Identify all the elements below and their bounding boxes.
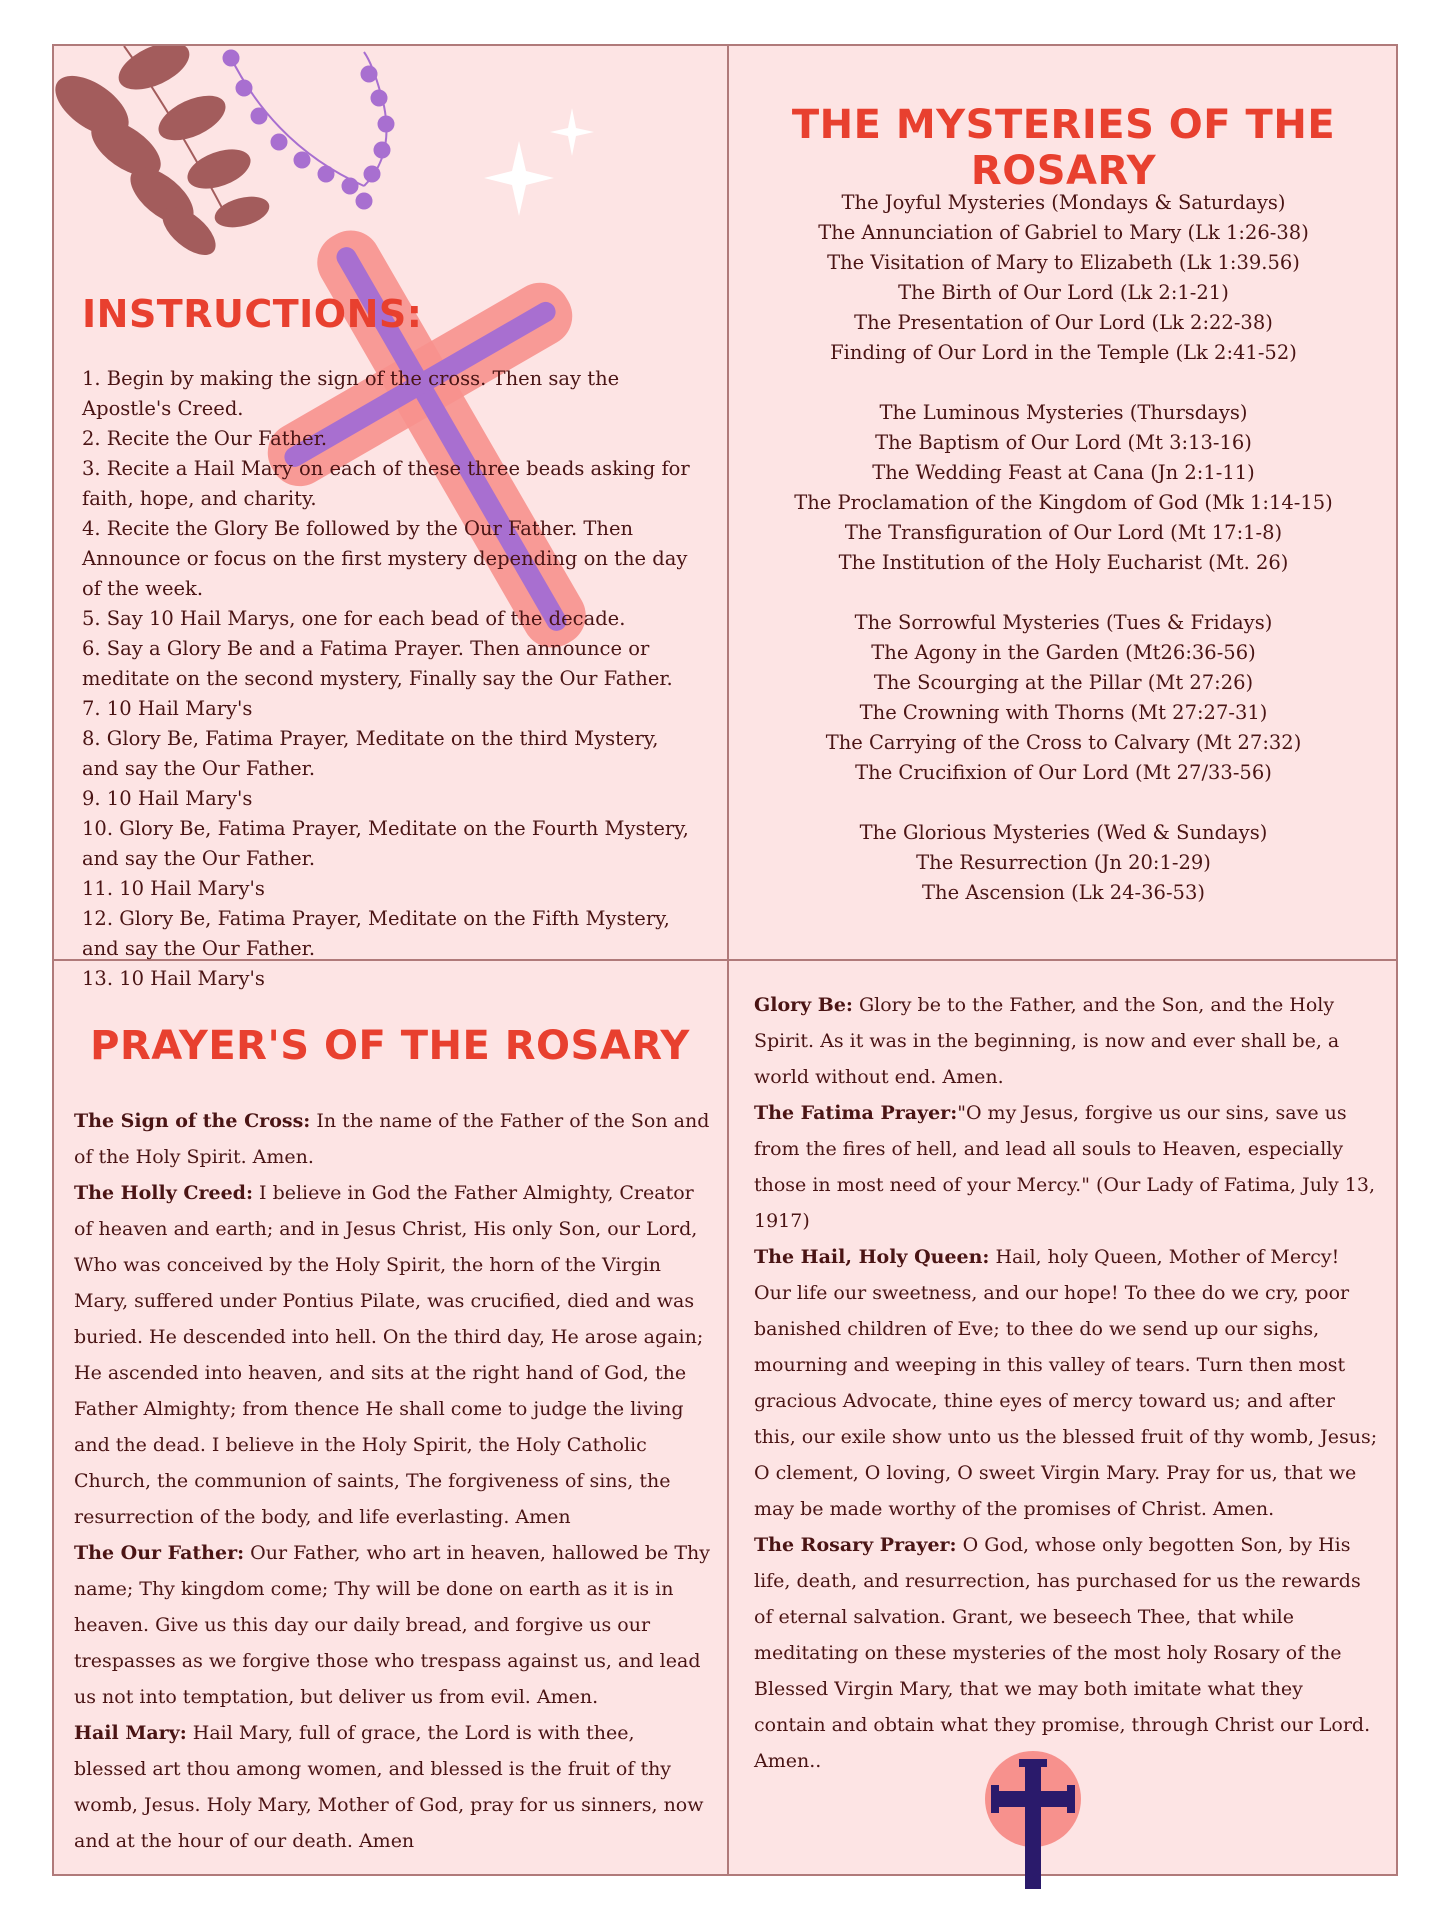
- joyful-mysteries-group: [729, 188, 1398, 368]
- mystery-line: The Resurrection (Jn 20:1-29): [916, 851, 1211, 874]
- mystery-line: The Annunciation of Gabriel to Mary (Lk 1:26-38): [818, 221, 1309, 244]
- rosary-beads-icon: [223, 50, 394, 209]
- instruction-step: 5. Say 10 Hail Marys, one for each bead of the decade.: [82, 607, 626, 630]
- mystery-line: The Baptism of Our Lord (Mt 3:13-16): [875, 431, 1252, 454]
- instruction-step: 13. 10 Hail Mary's: [82, 967, 265, 990]
- mystery-line: The Crowning with Thorns (Mt 27:27-31): [859, 701, 1268, 724]
- mystery-line: The Agony in the Garden (Mt26:36-56): [871, 641, 1256, 664]
- prayer-paragraph: [74, 1103, 710, 1175]
- mysteries-list: [729, 188, 1398, 938]
- glorious-mysteries-group: [729, 818, 1398, 908]
- prayer-label: The Rosary Prayer:: [754, 1534, 957, 1556]
- mystery-line: The Carrying of the Cross to Calvary (Mt 27:32): [825, 731, 1302, 754]
- luminous-mysteries-group: [729, 398, 1398, 578]
- prayer-text: I believe in God the Father Almighty, Creator of heaven and earth; and in Jesus Christ, His only Son, our Lord, Who was conceived by the Holy Spirit, the horn of the Virgin Mary, suffered under Pontius Pilate, was crucified, died and was buried. He descended into hell. On the third day, He arose again; He ascended into heaven, and sits at the right hand of God, the Father Almighty; from thence He shall come to judge the living and the dead. I believe in the Holy Spirit, the Holy Catholic Church, the communion of saints, The forgiveness of sins, the resurrection of the body, and life everlasting. Amen: [74, 1182, 704, 1528]
- prayer-paragraph: [74, 1175, 710, 1535]
- mystery-line: The Joyful Mysteries (Mondays & Saturdays): [841, 191, 1286, 214]
- prayer-label: The Our Father:: [74, 1542, 245, 1564]
- mystery-line: The Visitation of Mary to Elizabeth (Lk 1:39.56): [827, 251, 1300, 274]
- mystery-line: The Proclamation of the Kingdom of God (Mk 1:14-15): [794, 491, 1333, 514]
- mystery-line: The Wedding Feast at Cana (Jn 2:1-11): [872, 461, 1255, 484]
- instruction-step: 4. Recite the Glory Be followed by the Our Father. Then Announce or focus on the first mystery depending on the day of the week.: [82, 517, 688, 600]
- mystery-line: The Scourging at the Pillar (Mt 27:26): [873, 671, 1254, 694]
- prayer-paragraph: [74, 1535, 710, 1715]
- instructions-panel: [54, 46, 726, 990]
- mystery-line: The Presentation of Our Lord (Lk 2:22-38): [854, 311, 1273, 334]
- sparkle-icon: [484, 108, 594, 216]
- prayers-text-right: [754, 987, 1380, 1779]
- prayer-paragraph: [74, 1715, 710, 1859]
- prayers-panel-left: [54, 961, 726, 1876]
- prayer-label: The Sign of the Cross:: [74, 1110, 311, 1132]
- mystery-line: The Glorious Mysteries (Wed & Sundays): [859, 821, 1268, 844]
- instruction-step: 10. Glory Be, Fatima Prayer, Meditate on the Fourth Mystery, and say the Our Father.: [82, 817, 689, 870]
- prayer-text: "O my Jesus, forgive us our sins, save us from the fires of hell, and lead all souls to Heaven, especially those in most need of your Mercy." (Our Lady of Fatima, July 13, 1917): [754, 1102, 1376, 1232]
- mystery-line: The Sorrowful Mysteries (Tues & Fridays): [854, 611, 1273, 634]
- sorrowful-mysteries-group: [729, 608, 1398, 788]
- instructions-title: INSTRUCTIONS:: [82, 292, 423, 336]
- prayers-panel-right: [729, 961, 1398, 1876]
- mystery-line: The Ascension (Lk 24-36-53): [922, 881, 1205, 904]
- mysteries-title: THE MYSTERIES OF THE ROSARY: [791, 102, 1336, 194]
- prayer-paragraph: [754, 1527, 1380, 1779]
- prayer-label: The Hail, Holy Queen:: [754, 1246, 990, 1268]
- cross-icon: [983, 1751, 1093, 1891]
- instruction-step: 6. Say a Glory Be and a Fatima Prayer. Then announce or meditate on the second mystery, Finally say the Our Father.: [82, 637, 673, 690]
- instruction-step: 1. Begin by making the sign of the cross. Then say the Apostle's Creed.: [82, 367, 620, 420]
- prayers-title: PRAYER'S OF THE ROSARY: [90, 1023, 690, 1069]
- instruction-step: 8. Glory Be, Fatima Prayer, Meditate on the third Mystery, and say the Our Father.: [82, 727, 659, 780]
- mystery-line: The Transfiguration of Our Lord (Mt 17:1-8): [844, 521, 1283, 544]
- rosary-sheet: [52, 44, 1398, 1876]
- prayers-text-left: [74, 1103, 710, 1859]
- prayer-paragraph: [754, 987, 1380, 1095]
- instructions-list: [82, 364, 692, 994]
- instruction-step: 11. 10 Hail Mary's: [82, 877, 265, 900]
- mystery-line: Finding of Our Lord in the Temple (Lk 2:41-52): [830, 341, 1297, 364]
- prayer-text: O God, whose only begotten Son, by His life, death, and resurrection, has purchased for us the rewards of eternal salvation. Grant, we beseech Thee, that while meditating on these mysteries of the most holy Rosary of the Blessed Virgin Mary, that we may both imitate what they contain and obtain what they promise, through Christ our Lord. Amen..: [754, 1534, 1371, 1772]
- prayer-text: Glory be to the Father, and the Son, and the Holy Spirit. As it was in the beginning, is now and ever shall be, a world without end. Amen.: [754, 994, 1340, 1088]
- instruction-step: 3. Recite a Hail Mary on each of these three beads asking for faith, hope, and charity.: [82, 457, 690, 510]
- instruction-step: 2. Recite the Our Father.: [82, 427, 328, 450]
- prayer-text: Our Father, who art in heaven, hallowed be Thy name; Thy kingdom come; Thy will be done on earth as it is in heaven. Give us this day our daily bread, and forgive us our trespasses as we forgive those who trespass against us, and lead us not into temptation, but deliver us from evil. Amen.: [74, 1542, 710, 1708]
- prayer-text: Hail Mary, full of grace, the Lord is with thee, blessed art thou among women, and blessed is the fruit of thy womb, Jesus. Holy Mary, Mother of God, pray for us sinners, now and at the hour of our death. Amen: [74, 1722, 704, 1852]
- mystery-line: The Birth of Our Lord (Lk 2:1-21): [898, 281, 1229, 304]
- mysteries-panel: [729, 46, 1398, 958]
- prayer-label: The Fatima Prayer:: [754, 1102, 958, 1124]
- prayer-text: Hail, holy Queen, Mother of Mercy! Our life our sweetness, and our hope! To thee do we cry, poor banished children of Eve; to thee do we send up our sighs, mourning and weeping in this valley of tears. Turn then most gracious Advocate, thine eyes of mercy toward us; and after this, our exile show unto us the blessed fruit of thy womb, Jesus; O clement, O loving, O sweet Virgin Mary. Pray for us, that we may be made worthy of the promises of Christ. Amen.: [754, 1246, 1378, 1520]
- instruction-step: 12. Glory Be, Fatima Prayer, Meditate on the Fifth Mystery, and say the Our Father.: [82, 907, 670, 960]
- prayer-label: The Holly Creed:: [74, 1182, 253, 1204]
- instruction-step: 9. 10 Hail Mary's: [82, 787, 253, 810]
- leaf-branch-icon: [54, 46, 273, 264]
- prayer-paragraph: [754, 1239, 1380, 1527]
- prayer-paragraph: [754, 1095, 1380, 1239]
- mystery-line: The Institution of the Holy Eucharist (Mt. 26): [838, 551, 1289, 574]
- prayer-label: Hail Mary:: [74, 1722, 187, 1744]
- mystery-line: The Luminous Mysteries (Thursdays): [879, 401, 1248, 424]
- prayer-text: In the name of the Father of the Son and of the Holy Spirit. Amen.: [74, 1110, 710, 1168]
- instruction-step: 7. 10 Hail Mary's: [82, 697, 253, 720]
- mystery-line: The Crucifixion of Our Lord (Mt 27/33-56): [855, 761, 1272, 784]
- prayer-label: Glory Be:: [754, 994, 853, 1016]
